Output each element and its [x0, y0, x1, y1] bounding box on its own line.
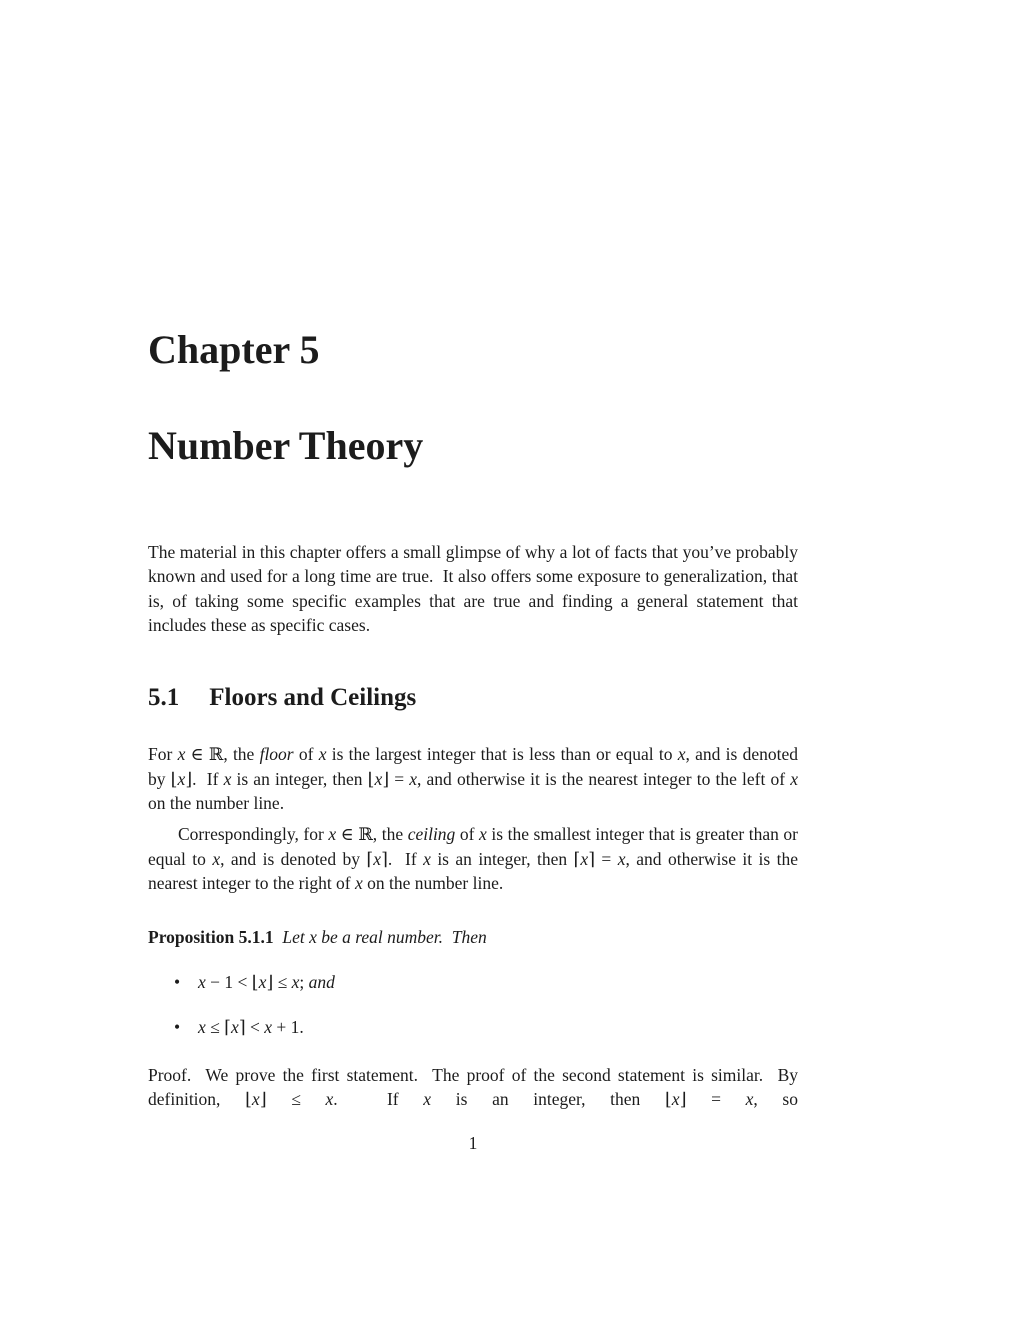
chapter-title-heading: Number Theory [148, 423, 424, 468]
proposition-list [148, 970, 798, 1040]
ceiling-definition-paragraph: Correspondingly, for x ∈ ℝ, the ceiling of x is the smallest integer that is greater than or equal to x, and is denoted by ⌈x⌉. If x is an integer, then ⌈x⌉ = x, and otherwise it is the nearest integer to the right of x on the number line. [148, 824, 799, 894]
proposition-item [148, 1015, 798, 1039]
proposition-item-text: x ≤ ⌈x⌉ < x + 1. [198, 1017, 304, 1038]
chapter-number-heading: Chapter 5 [148, 327, 320, 372]
text-column [148, 0, 798, 1154]
section-title: Floors and Ceilings [209, 683, 417, 711]
floor-definition-paragraph: For x ∈ ℝ, the floor of x is the largest integer that is less than or equal to x, and is denoted by ⌊x⌋. If x is an integer, then ⌊x⌋ = x, and otherwise it is the nearest integer to the left of x on the number line. [148, 744, 798, 813]
intro-paragraph: The material in this chapter offers a small glimpse of why a lot of facts that you’ve probably known and used for a long time are true. It also offers some exposure to generalization, that is, of taking some specific examples that are true and finding a general statement that includes these as specific cases. [148, 542, 798, 636]
bullet-icon: • [174, 971, 181, 992]
proof-paragraph: Proof. We prove the first statement. The proof of the second statement is similar. By definition, ⌊x⌋ ≤ x. If x is an integer, then ⌊x⌋ = x, so [148, 1064, 798, 1110]
proposition-item [148, 970, 798, 994]
section-number: 5.1 [148, 683, 180, 711]
bullet-icon: • [174, 1017, 181, 1038]
proposition-heading: Proposition 5.1.1 Let x be a real number. Then [148, 926, 487, 947]
proposition-item-text: x − 1 < ⌊x⌋ ≤ x; and [198, 971, 335, 992]
page-number: 1 [468, 1132, 478, 1153]
section-heading [148, 684, 798, 712]
